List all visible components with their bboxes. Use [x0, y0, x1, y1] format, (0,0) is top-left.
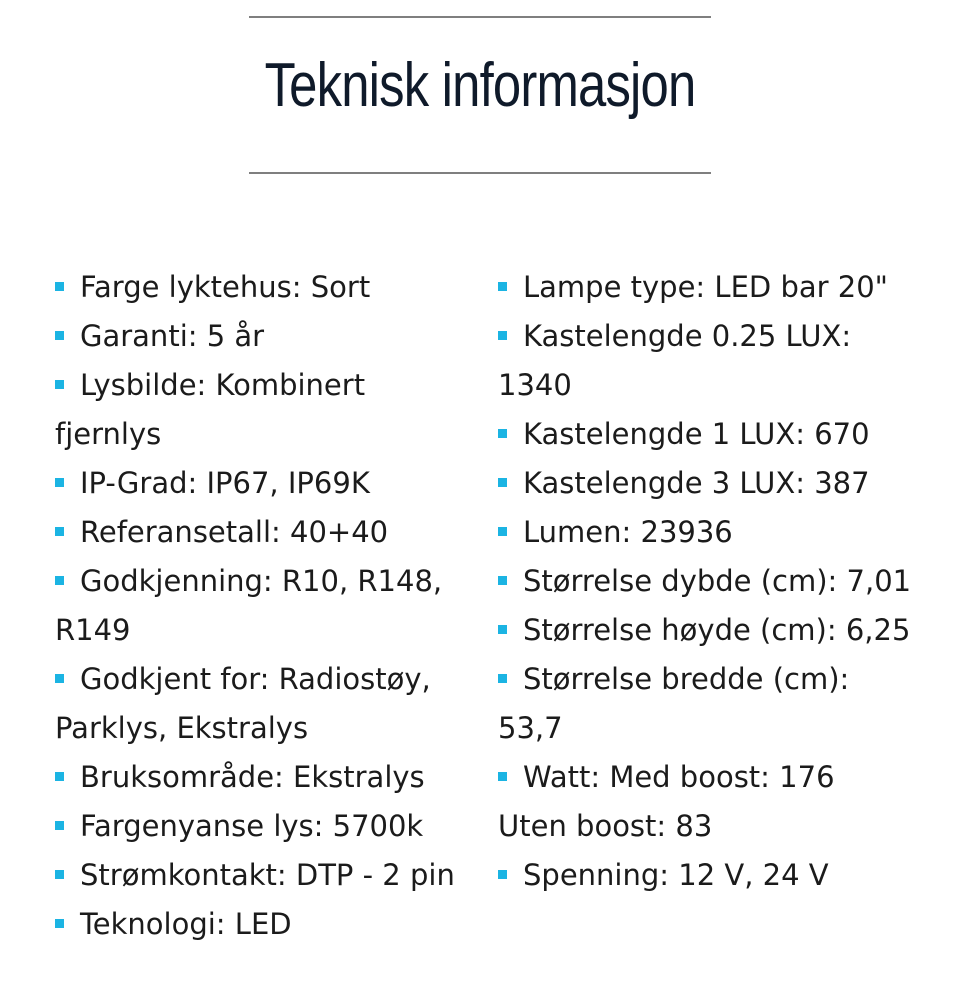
spec-item — [498, 851, 938, 900]
spec-item — [55, 312, 465, 361]
spec-item — [498, 606, 938, 655]
spec-item — [55, 557, 465, 655]
bullet-square-icon — [498, 576, 507, 585]
spec-item-continuation: 1340 — [498, 368, 572, 402]
bullet-square-icon — [498, 429, 507, 438]
bullet-square-icon — [498, 282, 507, 291]
spec-item — [55, 361, 465, 459]
bullet-square-icon — [55, 282, 64, 291]
spec-item — [55, 655, 465, 753]
top-divider — [249, 16, 711, 18]
spec-item — [498, 508, 938, 557]
bullet-square-icon — [55, 674, 64, 683]
spec-item-text: Referansetall: 40+40 — [80, 515, 389, 549]
spec-item-text: Fargenyanse lys: 5700k — [80, 809, 424, 843]
spec-item — [55, 900, 465, 949]
spec-item-text: Spenning: 12 V, 24 V — [523, 858, 829, 892]
bullet-square-icon — [55, 380, 64, 389]
spec-item — [55, 263, 465, 312]
spec-list-right — [498, 263, 938, 900]
spec-item — [55, 802, 465, 851]
spec-list-left — [55, 263, 465, 949]
bullet-square-icon — [498, 478, 507, 487]
spec-item-text: Lysbilde: Kombinert — [80, 368, 366, 402]
spec-item-continuation: fjernlys — [55, 417, 162, 451]
bullet-square-icon — [498, 870, 507, 879]
spec-item-text: Kastelengde 0.25 LUX: — [523, 319, 852, 353]
bullet-square-icon — [55, 821, 64, 830]
spec-item-text: Bruksområde: Ekstralys — [80, 760, 425, 794]
spec-item-continuation: Parklys, Ekstralys — [55, 711, 309, 745]
spec-item-text: Watt: Med boost: 176 — [523, 760, 835, 794]
spec-item-text: Lampe type: LED bar 20" — [523, 270, 889, 304]
bullet-square-icon — [498, 674, 507, 683]
spec-item-text: Størrelse dybde (cm): 7,01 — [523, 564, 912, 598]
page-title: Teknisk informasjon — [264, 51, 696, 120]
bullet-square-icon — [55, 527, 64, 536]
spec-item-text: Størrelse høyde (cm): 6,25 — [523, 613, 911, 647]
spec-item-text: Godkjenning: R10, R148, — [80, 564, 443, 598]
bullet-square-icon — [55, 870, 64, 879]
spec-item-continuation: R149 — [55, 613, 131, 647]
spec-item-continuation: 53,7 — [498, 711, 563, 745]
spec-item — [498, 410, 938, 459]
bottom-divider — [249, 172, 711, 174]
bullet-square-icon — [498, 331, 507, 340]
spec-item — [55, 753, 465, 802]
bullet-square-icon — [498, 527, 507, 536]
bullet-square-icon — [498, 625, 507, 634]
spec-item — [498, 312, 938, 410]
spec-item — [498, 263, 938, 312]
spec-item-text: Garanti: 5 år — [80, 319, 265, 353]
spec-item — [498, 459, 938, 508]
spec-item — [498, 753, 938, 851]
bullet-square-icon — [55, 478, 64, 487]
spec-item-text: Teknologi: LED — [80, 907, 292, 941]
spec-item-text: Strømkontakt: DTP - 2 pin — [80, 858, 455, 892]
bullet-square-icon — [55, 331, 64, 340]
bullet-square-icon — [55, 919, 64, 928]
spec-item-text: Farge lyktehus: Sort — [80, 270, 371, 304]
spec-item-continuation: Uten boost: 83 — [498, 809, 713, 843]
spec-item — [498, 557, 938, 606]
spec-item — [55, 508, 465, 557]
spec-item-text: Lumen: 23936 — [523, 515, 733, 549]
spec-item-text: Størrelse bredde (cm): — [523, 662, 850, 696]
spec-item-text: Kastelengde 1 LUX: 670 — [523, 417, 870, 451]
spec-item — [55, 459, 465, 508]
spec-item-text: Kastelengde 3 LUX: 387 — [523, 466, 870, 500]
bullet-square-icon — [55, 576, 64, 585]
spec-item-text: IP-Grad: IP67, IP69K — [80, 466, 370, 500]
spec-item — [55, 851, 465, 900]
spec-item — [498, 655, 938, 753]
spec-item-text: Godkjent for: Radiostøy, — [80, 662, 431, 696]
bullet-square-icon — [498, 772, 507, 781]
bullet-square-icon — [55, 772, 64, 781]
